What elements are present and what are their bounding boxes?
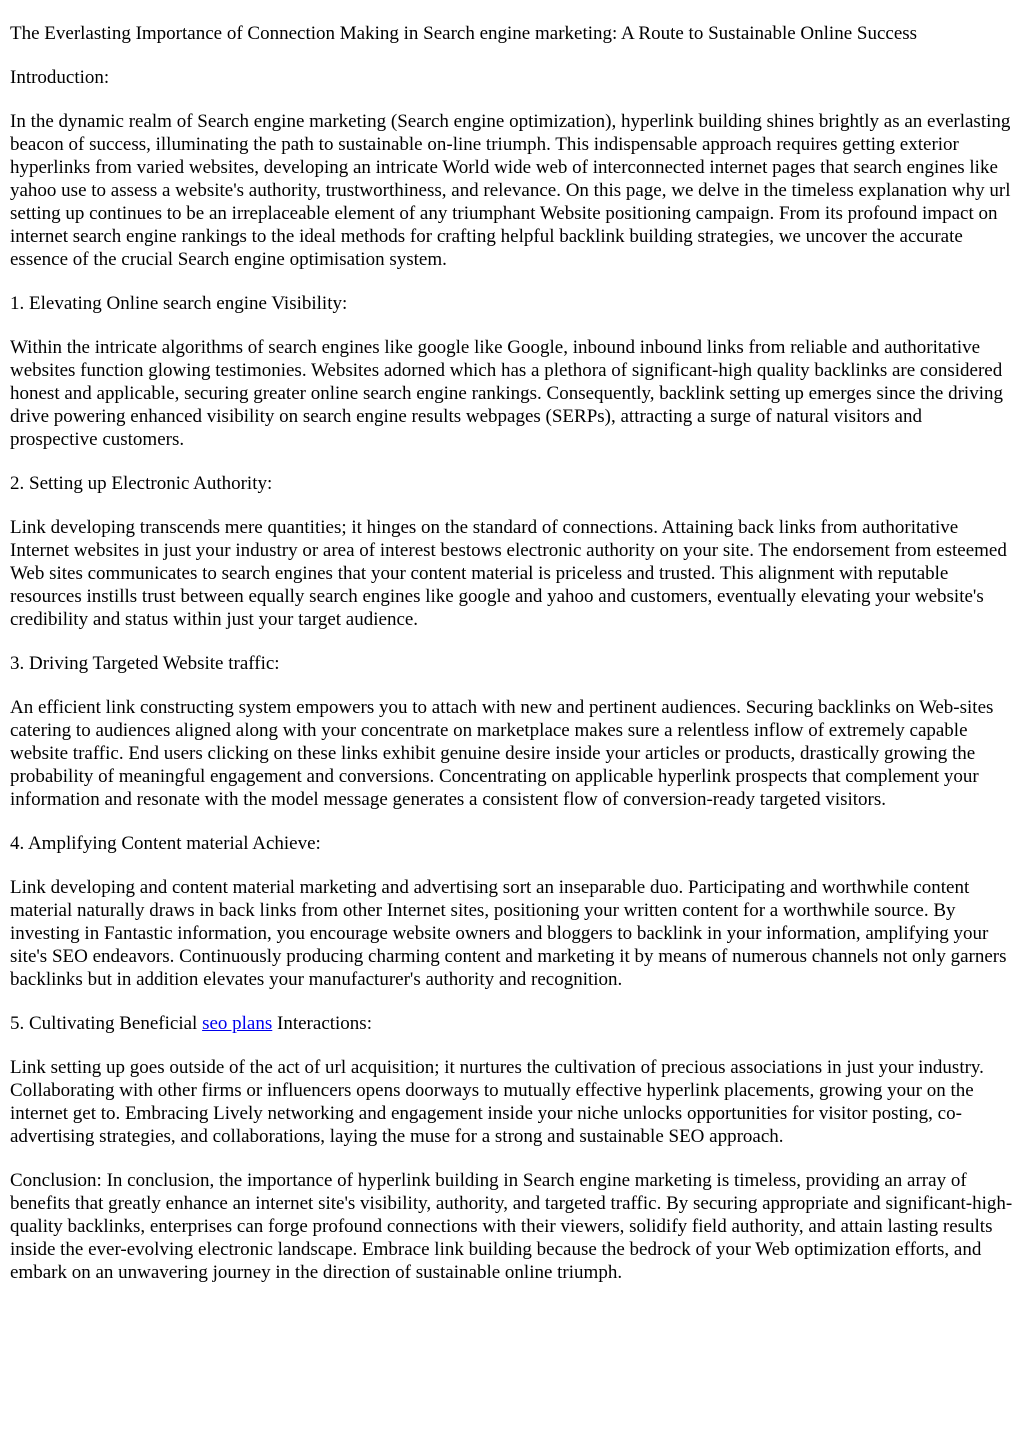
conclusion-paragraph: Conclusion: In conclusion, the importance of hyperlink building in Search engine marketing is timeless, providing an array of benefits that greatly enhance an internet site's visibility, authority, and targeted traffic. By securing appropriate and significant-high-quality backlinks, enterprises can forge profound connections with their viewers, solidify field authority, and attain lasting results inside the ever-evolving electronic landscape. Embrace link building because the bedrock of your Web optimization efforts, and embark on an unwavering journey in the direction of sustainable online triumph. [10, 1170, 1013, 1283]
intro-heading: Introduction: [10, 67, 110, 88]
article-title: The Everlasting Importance of Connection Making in Search engine marketing: A Route to Sustainable Online Success [10, 23, 918, 44]
seo-plans-link[interactable]: seo plans [202, 1013, 273, 1034]
section-heading-relationships-after: Interactions: [272, 1013, 372, 1034]
section-paragraph-authority: Link developing transcends mere quantities; it hinges on the standard of connections. Attaining back links from authoritative Internet websites in just your industry or area of interest bestows electronic authority on your site. The endorsement from esteemed Web sites communicates to search engines that your content material is priceless and trusted. This alignment with reputable resources instills trust between equally search engines like google and yahoo and customers, eventually elevating your website's credibility and status within just your target audience. [10, 517, 1007, 630]
section-heading-content: 4. Amplifying Content material Achieve: [10, 833, 321, 854]
intro-paragraph: In the dynamic realm of Search engine marketing (Search engine optimization), hyperlink building shines brightly as an everlasting beacon of success, illuminating the path to sustainable on-line triumph. This indispensable approach requires getting exterior hyperlinks from varied websites, developing an intricate World wide web of interconnected internet pages that search engines like yahoo use to assess a website's authority, trustworthiness, and relevance. On this page, we delve in the timeless explanation why url setting up continues to be an irreplaceable element of any triumphant Website positioning campaign. From its profound impact on internet search engine rankings to the ideal methods for crafting helpful backlink building strategies, we uncover the accurate essence of the crucial Search engine optimisation system. [10, 111, 1011, 270]
section-heading-traffic: 3. Driving Targeted Website traffic: [10, 653, 280, 674]
section-paragraph-visibility: Within the intricate algorithms of search engines like google like Google, inbound inbound links from reliable and authoritative websites function glowing testimonies. Websites adorned which has a plethora of significant-high quality backlinks are considered honest and applicable, securing greater online search engine rankings. Consequently, backlink setting up emerges since the driving drive powering enhanced visibility on search engine results webpages (SERPs), attracting a surge of natural visitors and prospective customers. [10, 337, 1003, 450]
section-paragraph-traffic: An efficient link constructing system empowers you to attach with new and pertinent audiences. Securing backlinks on Web-sites catering to audiences aligned along with your concentrate on marketplace makes sure a relentless inflow of extremely capable website traffic. End users clicking on these links exhibit genuine desire inside your articles or products, drastically growing the probability of meaningful engagement and conversions. Concentrating on applicable hyperlink prospects that complement your information and resonate with the model message generates a consistent flow of conversion-ready targeted visitors. [10, 697, 994, 810]
section-heading-visibility: 1. Elevating Online search engine Visibility: [10, 293, 348, 314]
section-heading-relationships [10, 1012, 1014, 1035]
section-paragraph-relationships: Link setting up goes outside of the act of url acquisition; it nurtures the cultivation of precious associations in just your industry. Collaborating with other firms or influencers opens doorways to mutually effective hyperlink placements, growing your on the internet get to. Embracing Lively networking and engagement inside your niche unlocks opportunities for visitor posting, co-advertising strategies, and collaborations, laying the muse for a strong and sustainable SEO approach. [10, 1057, 984, 1147]
section-paragraph-content: Link developing and content material marketing and advertising sort an inseparable duo. Participating and worthwhile content material naturally draws in back links from other Internet sites, positioning your written content for a worthwhile source. By investing in Fantastic information, you encourage website owners and bloggers to backlink in your information, amplifying your site's SEO endeavors. Continuously producing charming content and marketing it by means of numerous channels not only garners backlinks but in addition elevates your manufacturer's authority and recognition. [10, 877, 1007, 990]
section-heading-relationships-before: 5. Cultivating Beneficial [10, 1013, 203, 1034]
section-heading-authority: 2. Setting up Electronic Authority: [10, 473, 273, 494]
